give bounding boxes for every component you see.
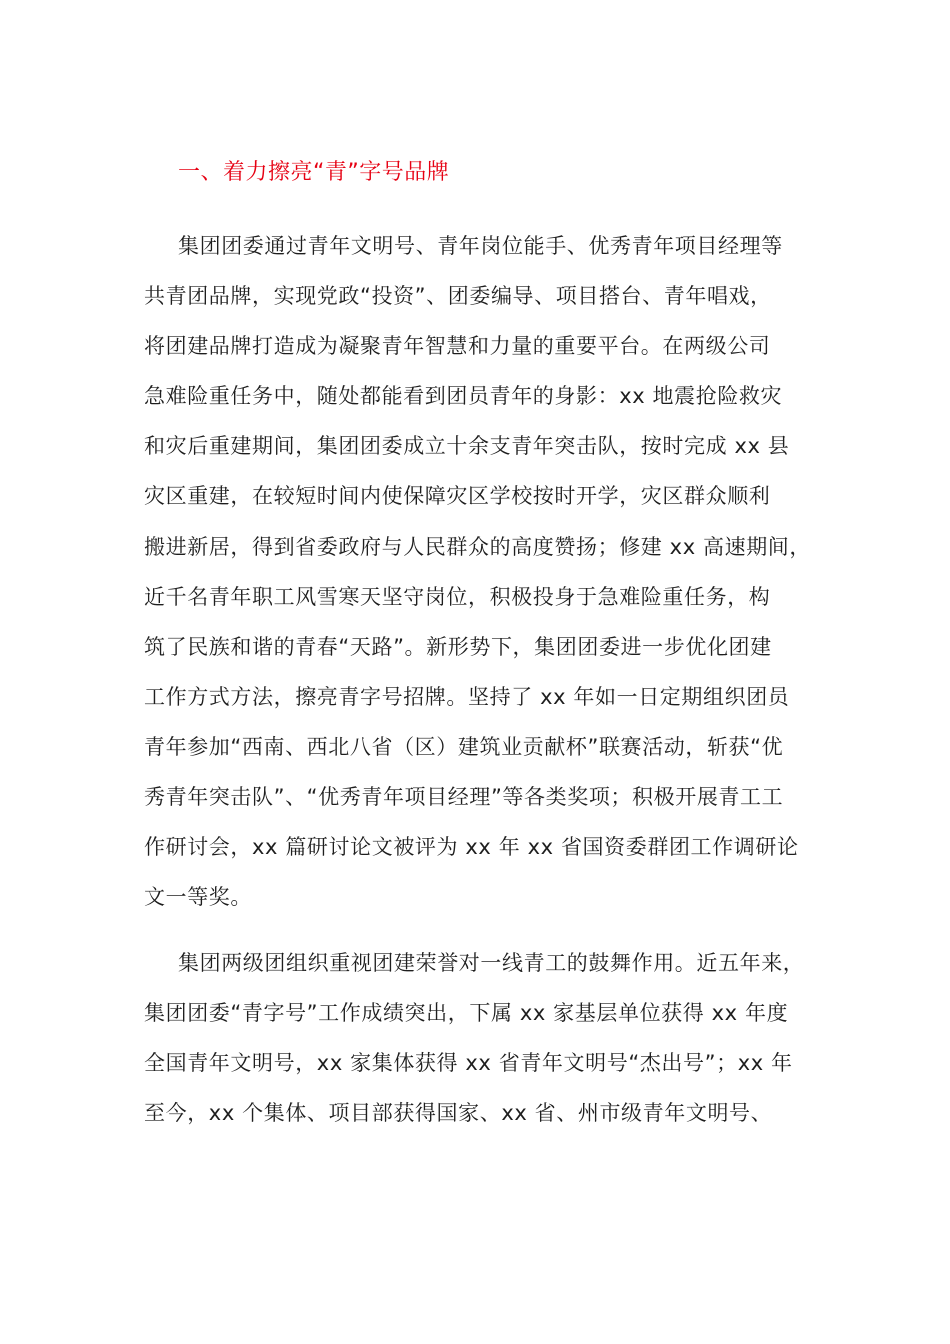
paragraph-line: 近千名青年职工风雪寒天坚守岗位，积极投身于急难险重任务，构 <box>144 584 771 609</box>
section-heading: 一、着力擦亮“青”字号品牌 <box>178 160 450 185</box>
paragraph-1 <box>144 221 816 922</box>
paragraph-line: 至今，xx 个集体、项目部获得国家、xx 省、州市级青年文明号、 <box>144 1101 773 1126</box>
paragraph-line: 急难险重任务中，随处都能看到团员青年的身影：xx 地震抢险救灾 <box>144 384 783 409</box>
paragraph-line: 共青团品牌，实现党政“投资”、团委编导、项目搭台、青年唱戏， <box>144 284 772 309</box>
paragraph-line: 搬进新居，得到省委政府与人民群众的高度赞扬；修建 xx 高速期间， <box>144 534 812 559</box>
paragraph-line: 筑了民族和谐的青春“天路”。新形势下，集团团委进一步优化团建 <box>144 634 772 659</box>
paragraph-2 <box>144 938 816 1138</box>
paragraph-line: 集团团委通过青年文明号、青年岗位能手、优秀青年项目经理等 <box>178 234 783 258</box>
paragraph-line: 文一等奖。 <box>144 885 252 910</box>
paragraph-line: 集团两级团组织重视团建荣誉对一线青工的鼓舞作用。近五年来， <box>178 951 805 975</box>
paragraph-line: 和灾后重建期间，集团团委成立十余支青年突击队，按时完成 xx 县 <box>144 434 790 459</box>
paragraph-line: 工作方式方法，擦亮青字号招牌。坚持了 xx 年如一日定期组织团员 <box>144 684 790 709</box>
paragraph-line: 集团团委“青字号”工作成绩突出，下属 xx 家基层单位获得 xx 年度 <box>144 1001 789 1026</box>
paragraph-line: 秀青年突击队”、“优秀青年项目经理”等各类奖项；积极开展青工工 <box>144 785 784 810</box>
paragraph-line: 作研讨会，xx 篇研讨论文被评为 xx 年 xx 省国资委群团工作调研论 <box>144 835 799 860</box>
paragraph-line: 全国青年文明号，xx 家集体获得 xx 省青年文明号“杰出号”；xx 年 <box>144 1051 793 1076</box>
paragraph-line: 灾区重建，在较短时间内使保障灾区学校按时开学，灾区群众顺利 <box>144 484 771 509</box>
paragraph-line: 青年参加“西南、西北八省（区）建筑业贡献杯”联赛活动，斩获“优 <box>144 734 784 759</box>
paragraph-line: 将团建品牌打造成为凝聚青年智慧和力量的重要平台。在两级公司 <box>144 334 771 359</box>
